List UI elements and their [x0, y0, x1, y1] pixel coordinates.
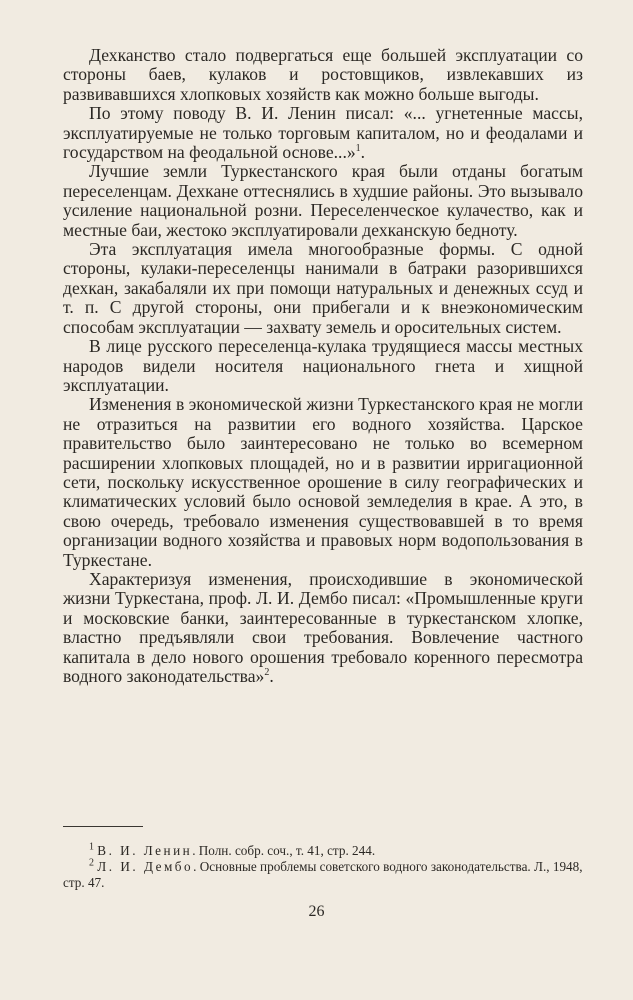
footnotes — [63, 843, 583, 891]
page-number: 26 — [308, 903, 325, 920]
paragraph-2-text: По этому поводу В. И. Ленин писал: «... угнетенные массы, эксплуатируемые не только торговым капиталом, но и феодалами и государством на феодальной основе...» — [63, 103, 583, 163]
footnote-2-mark: 2 — [89, 857, 94, 869]
paragraph-5: В лице русского переселенца-кулака трудящиеся массы местных народов видели носителя национального гнета и хищной эксплуатации. — [63, 336, 583, 395]
footnote-1-text: . Полн. собр. соч., т. 41, стр. 244. — [192, 843, 376, 858]
footnote-1 — [63, 843, 583, 859]
paragraph-7: Характеризуя изменения, происходившие в экономической жизни Туркестана, проф. Л. И. Дембо писал: «Промышленные круги и московские банки, заинтересованные в туркестанском хлопке, властно предъявляли свои требования. Вовлечение частного капитала в дело нового орошения требовало коренного пересмотра водного законодательства»$^2$. — [63, 568, 583, 686]
paragraph-7-text: Характеризуя изменения, происходившие в экономической жизни Туркестана, проф. Л. И. Дембо писал: «Промышленные круги и московские банки, заинтересованные в туркестанском хлопке, властно предъявляли свои требования. Вовлечение частного капитала в дело нового орошения требовало коренного пересмотра водного законодательства» — [63, 568, 583, 686]
main-text — [63, 46, 583, 686]
paragraph-6: Изменения в экономической жизни Туркестанского края не могли не отразиться на развитии его водного хозяйства. Царское правительство было заинтересовано не только во всемерном расширении хлопковых площадей, но и в развитии ирригационной сети, поскольку искусственное орошение в силу географических и климатических условий было основой земледелия в крае. А это, в свою очередь, требовало изменения существовавшей в то время организации водного хозяйства и правовых норм водопользования в Туркестане. — [63, 394, 583, 570]
paragraph-3: Лучшие земли Туркестанского края были отданы богатым переселенцам. Дехкане оттеснялись в худшие районы. Это вызывало усиление национальной розни. Переселенческое кулачество, как и местные баи, жестоко эксплуатировали дехканскую бедноту. — [63, 161, 583, 240]
footnote-divider — [63, 826, 143, 827]
footnote-1-mark: 1 — [89, 841, 94, 853]
footnote-ref-1: 1 — [355, 143, 361, 155]
footnote-2-text: . Основные проблемы советского водного законодательства. Л., 1948, стр. 47. — [63, 859, 583, 890]
paragraph-2: По этому поводу В. И. Ленин писал: «... угнетенные массы, эксплуатируемые не только торговым капиталом, но и феодалами и государством на феодальной основе...»$^1$. — [63, 103, 583, 163]
footnote-2 — [63, 859, 583, 891]
footnote-1-author: В. И. Ленин — [97, 843, 193, 858]
footnote-2-author: Л. И. Дембо — [97, 859, 194, 874]
footnote-ref-2: 2 — [264, 667, 270, 679]
paragraph-4: Эта эксплуатация имела многообразные формы. С одной стороны, кулаки-переселенцы нанимали в батраки разорившихся дехкан, закабаляли их при помощи натуральных и денежных ссуд и т. п. С другой стороны, они прибегали и к внеэкономическим способам эксплуатации — захвату земель и оросительных систем. — [63, 239, 583, 337]
paragraph-1: Дехканство стало подвергаться еще большей эксплуатации со стороны баев, кулаков и ростовщиков, извлекавших из развивавшихся хлопковых хозяйств как можно больше выгоды. — [63, 45, 583, 104]
